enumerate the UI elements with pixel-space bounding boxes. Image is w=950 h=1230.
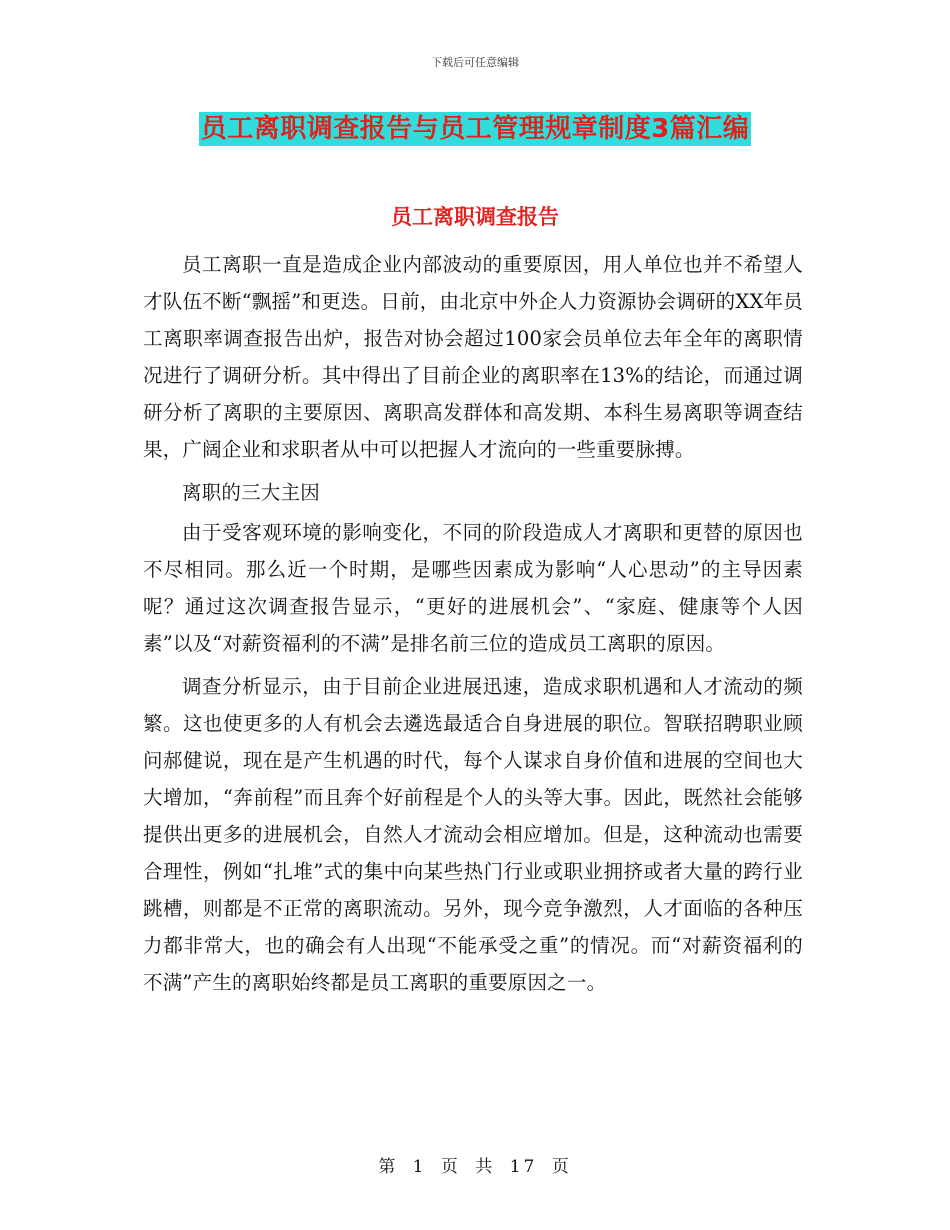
- document-body: [143, 246, 803, 1007]
- paragraph-analysis: 调查分析显示，由于目前企业进展迅速，造成求职机遇和人才流动的频繁。这也使更多的人有机会去遴选最适合自身进展的职位。智联招聘职业顾问郝健说，现在是产生机遇的时代，每个人谋求自身价值和进展的空间也大大增加，“奔前程”而且奔个好前程是个人的头等大事。因此，既然社会能够提供出更多的进展机会，自然人才流动会相应增加。但是，这种流动也需要合理性，例如“扎堆”式的集中向某些热门行业或职业拥挤或者大量的跨行业跳槽，则都是不正常的离职流动。另外，现今竞争激烈，人才面临的各种压力都非常大，也的确会有人出现“不能承受之重”的情况。而“对薪资福利的不满”产生的离职始终都是员工离职的重要原因之一。: [143, 675, 803, 994]
- section-title: 员工离职调查报告: [391, 205, 559, 229]
- paragraph-intro: 员工离职一直是造成企业内部波动的重要原因，用人单位也并不希望人才队伍不断“飘摇”和更迭。日前，由北京中外企人力资源协会调研的XX年员工离职率调查报告出炉，报告对协会超过100家会员单位去年全年的离职情况进行了调研分析。其中得出了目前企业的离职率在13%的结论，而通过调研分析了离职的主要原因、离职高发群体和高发期、本科生易离职等调查结果，广阔企业和求职者从中可以把握人才流向的一些重要脉搏。: [143, 253, 803, 461]
- document-title-container: [0, 112, 950, 146]
- download-note: 下载后可任意编辑: [431, 56, 519, 69]
- page-number: 第 1 页 共 17 页: [378, 1157, 572, 1177]
- paragraph-reasons: 由于受客观环境的影响变化，不同的阶段造成人才离职和更替的原因也不尽相同。那么近一个时期，是哪些因素成为影响“人心思动”的主导因素呢？通过这次调查报告显示，“更好的进展机会”、“家庭、健康等个人因素”以及“对薪资福利的不满”是排名前三位的造成员工离职的原因。: [143, 521, 803, 655]
- document-title: 员工离职调查报告与员工管理规章制度3篇汇编: [200, 114, 750, 144]
- paragraph-subheading: 离职的三大主因: [182, 481, 320, 504]
